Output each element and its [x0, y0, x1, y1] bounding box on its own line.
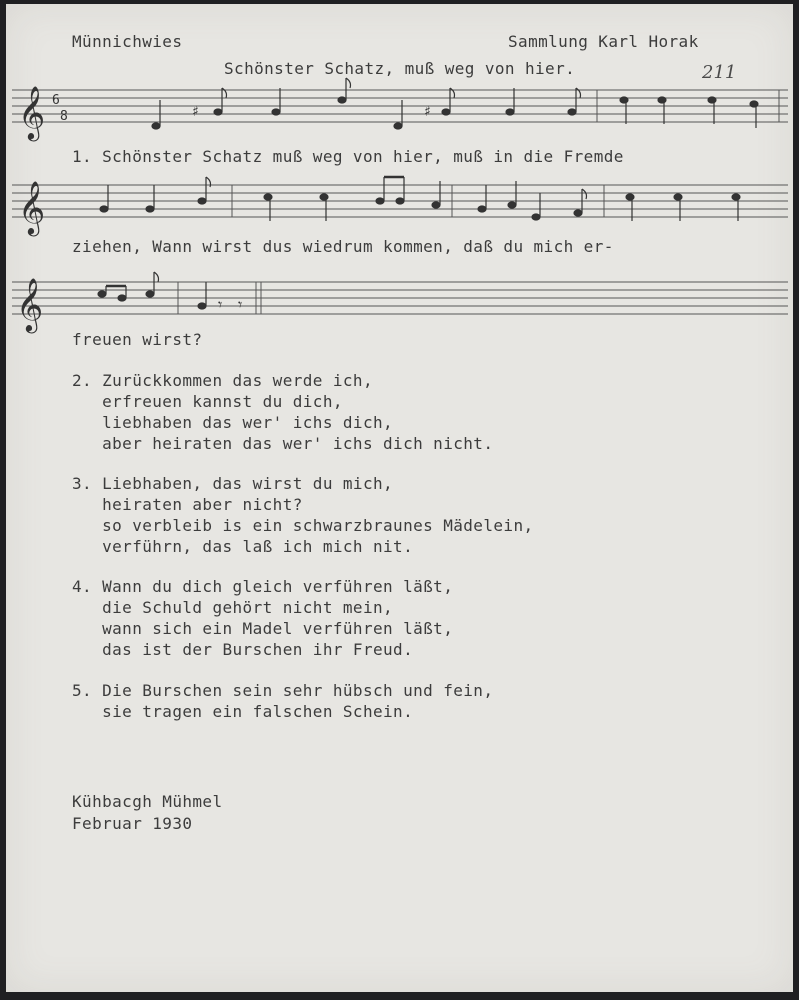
informant-name: Kühbacgh Mühmel [72, 792, 223, 811]
verse-line: so verbleib is ein schwarzbraunes Mädelein, [72, 516, 534, 535]
treble-clef-icon: 𝄞 [16, 277, 44, 331]
verse-line: sie tragen ein falschen Schein. [72, 702, 414, 721]
record-date: Februar 1930 [72, 814, 193, 833]
treble-clef-icon: 𝄞 [18, 180, 46, 234]
verse-line: heiraten aber nicht? [72, 495, 303, 514]
collection-name: Sammlung Karl Horak [508, 32, 699, 51]
svg-text:𝄾: 𝄾 [218, 295, 223, 314]
time-signature-denominator: 8 [60, 109, 68, 124]
place-name: Münnichwies [72, 32, 183, 51]
page-number: 211 [702, 62, 737, 83]
svg-text:♯: ♯ [424, 104, 431, 120]
music-staff-1 [6, 74, 793, 154]
verse-line: wann sich ein Madel verführen läßt, [72, 619, 454, 638]
verse-line: liebhaben das wer' ichs dich, [72, 413, 394, 432]
verse-line: verführn, das laß ich mich nit. [72, 537, 414, 556]
verse-line: 3. Liebhaben, das wirst du mich, [72, 474, 394, 493]
verse-line: 2. Zurückkommen das werde ich, [72, 371, 373, 390]
time-signature-numerator: 6 [52, 93, 60, 108]
verse-line: das ist der Burschen ihr Freud. [72, 640, 414, 659]
treble-clef-icon: 𝄞 [18, 85, 46, 139]
verse-4 [72, 576, 453, 660]
verse-line: aber heiraten das wer' ichs dich nicht. [72, 434, 494, 453]
song-title: Schönster Schatz, muß weg von hier. [224, 59, 576, 78]
music-staff-3 [6, 266, 793, 336]
verse-line: erfreuen kannst du dich, [72, 392, 343, 411]
verse-line: 4. Wann du dich gleich verführen läßt, [72, 577, 454, 596]
svg-text:𝄾: 𝄾 [238, 295, 243, 314]
svg-text:♯: ♯ [192, 104, 199, 120]
lyric-line-2: ziehen, Wann wirst dus wiedrum kommen, daß du mich er- [72, 237, 614, 256]
verse-line: die Schuld gehört nicht mein, [72, 598, 394, 617]
verse-3 [72, 473, 534, 557]
lyric-line-1: 1. Schönster Schatz muß weg von hier, muß in die Fremde [72, 147, 624, 166]
music-staff-2 [6, 169, 793, 239]
lyric-line-3: freuen wirst? [72, 330, 203, 349]
document-page [6, 4, 793, 992]
verse-5 [72, 680, 493, 722]
verse-line: 5. Die Burschen sein sehr hübsch und fein, [72, 681, 494, 700]
verse-2 [72, 370, 493, 454]
